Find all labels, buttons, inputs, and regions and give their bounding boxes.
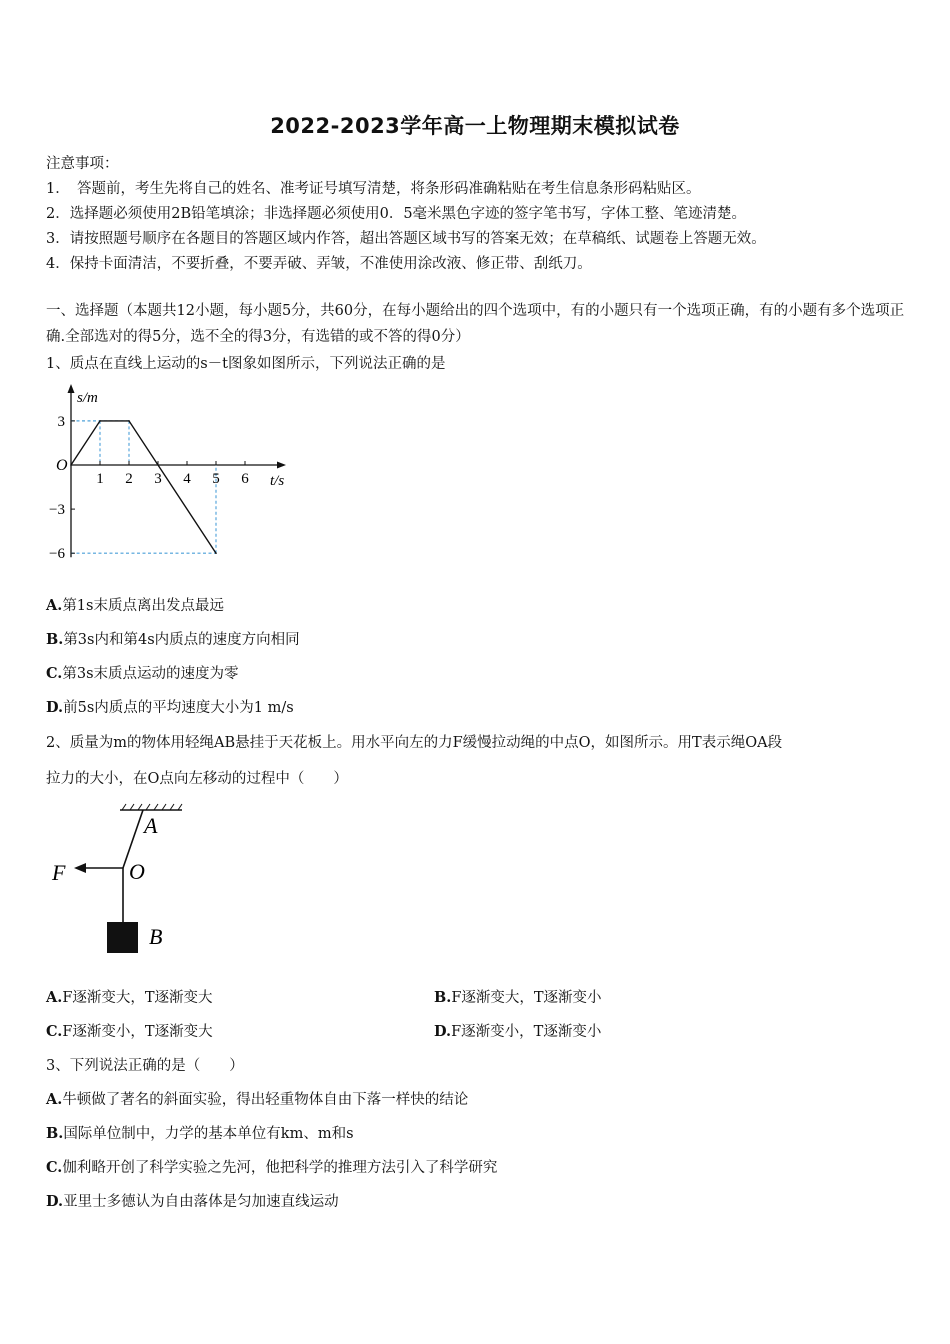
- y-axis-arrow: [68, 384, 75, 393]
- q1-option-d-letter: D.: [46, 699, 64, 716]
- q3-option-b-letter: B.: [46, 1125, 64, 1142]
- y-tick-label-3: −6: [49, 546, 65, 563]
- q3-option-b: [46, 1122, 354, 1143]
- label-o: O: [129, 859, 145, 884]
- q3-option-d-text: 亚里士多德认为自由落体是匀加速直线运动: [63, 1194, 339, 1210]
- data-point-2: [99, 420, 101, 422]
- notice-item-1: 1． 答题前，考生先将自己的姓名、准考证号填写清楚，将条形码准确粘贴在考生信息条形码粘贴区。: [46, 181, 701, 197]
- q2-option-a-letter: A.: [46, 989, 63, 1006]
- notice-item-4: 4．保持卡面清洁，不要折叠，不要弄破、弄皱，不准使用涂改液、修正带、刮纸刀。: [46, 256, 592, 272]
- q3-option-c-letter: C.: [46, 1159, 63, 1176]
- q1-option-a-text: 第1s末质点离出发点最远: [62, 598, 224, 614]
- q2-option-c-text: F逐渐变小，T逐渐变大: [62, 1024, 213, 1040]
- ceiling-hatch: [122, 804, 182, 810]
- q2-option-c: [46, 1020, 213, 1041]
- q1-option-a: [46, 594, 224, 615]
- q3-option-a-text: 牛顿做了著名的斜面实验，得出轻重物体自由下落一样快的结论: [62, 1092, 469, 1108]
- y-tick-label-1: 3: [57, 413, 65, 430]
- label-a: A: [144, 813, 158, 838]
- q1-option-d: [46, 696, 294, 717]
- q3-option-d-letter: D.: [46, 1193, 64, 1210]
- q1-option-b-letter: B.: [46, 631, 64, 648]
- mass-block: [107, 922, 138, 953]
- y-tick-label-2: −3: [49, 502, 65, 519]
- q1-option-b: [46, 628, 300, 649]
- rope-figure: [46, 798, 196, 963]
- x-tick-label-1: 1: [96, 471, 104, 487]
- origin-label: O: [56, 457, 68, 474]
- y-axis-label: s/m: [77, 390, 98, 406]
- x-tick-label-4: 4: [183, 471, 191, 487]
- q2-option-d-letter: D.: [434, 1023, 452, 1040]
- section-heading: 一、选择题（本题共12小题，每小题5分，共60分，在每小题给出的四个选项中，有的小题只有一个选项正确，有的小题有多个选项正确.全部选对的得5分，选不全的得3分，有选错的或不答的得0分）: [46, 303, 905, 345]
- q2-stem-line-1: 2、质量为m的物体用轻绳AB悬挂于天花板上。用水平向左的力F缓慢拉动绳的中点O，如图所示。用T表示绳OA段: [46, 735, 783, 751]
- x-tick-label-6: 6: [241, 471, 249, 487]
- q1-option-b-text: 第3s内和第4s内质点的速度方向相同: [63, 632, 300, 648]
- label-f: F: [52, 860, 66, 885]
- q2-option-c-letter: C.: [46, 1023, 63, 1040]
- q2-option-b-text: F逐渐变大，T逐渐变小: [451, 990, 602, 1006]
- q2-stem-line-2: 拉力的大小，在O点向左移动的过程中（ ）: [46, 771, 348, 787]
- q1-stem: 1、质点在直线上运动的s－t图象如图所示，下列说法正确的是: [46, 356, 446, 372]
- q2-option-a-text: F逐渐变大，T逐渐变大: [62, 990, 213, 1006]
- q1-option-c: [46, 662, 239, 683]
- q2-option-b: [434, 986, 602, 1007]
- q3-stem: 3、下列说法正确的是（ ）: [46, 1058, 244, 1074]
- label-b: B: [149, 924, 163, 949]
- x-axis-arrow: [277, 462, 286, 469]
- data-point-1: [70, 464, 72, 466]
- q3-option-a: [46, 1088, 468, 1109]
- q3-option-c: [46, 1156, 497, 1177]
- x-tick-label-5: 5: [212, 471, 220, 487]
- q1-option-d-text: 前5s内质点的平均速度大小为1 m/s: [63, 700, 294, 716]
- notice-item-2: 2．选择题必须使用2B铅笔填涂；非选择题必须使用0．5毫米黑色字迹的签字笔书写，字体工整、笔迹清楚。: [46, 206, 747, 222]
- notice-item-3: 3．请按照题号顺序在各题目的答题区域内作答，超出答题区域书写的答案无效；在草稿纸、试题卷上答题无效。: [46, 231, 766, 247]
- x-axis-label: t/s: [270, 473, 285, 489]
- st-graph: [40, 380, 310, 570]
- q1-option-c-text: 第3s末质点运动的速度为零: [62, 666, 239, 682]
- q3-option-c-text: 伽利略开创了科学实验之先河，他把科学的推理方法引入了科学研究: [62, 1160, 498, 1176]
- q2-option-d-text: F逐渐变小，T逐渐变小: [451, 1024, 602, 1040]
- data-point-3: [128, 420, 130, 422]
- q2-option-d: [434, 1020, 601, 1041]
- q2-option-b-letter: B.: [434, 989, 452, 1006]
- q3-option-d: [46, 1190, 339, 1211]
- x-tick-label-2: 2: [125, 471, 133, 487]
- series-line: [71, 421, 216, 553]
- force-arrowhead: [74, 863, 86, 873]
- data-point-4: [215, 552, 217, 554]
- notice-heading: 注意事项：: [46, 156, 119, 172]
- q1-option-c-letter: C.: [46, 665, 63, 682]
- page-title: 2022-2023学年高一上物理期末模拟试卷: [270, 114, 680, 138]
- q2-option-a: [46, 986, 213, 1007]
- x-tick-label-3: 3: [154, 471, 162, 487]
- q1-option-a-letter: A.: [46, 597, 63, 614]
- q3-option-b-text: 国际单位制中，力学的基本单位有km、m和s: [63, 1126, 354, 1142]
- q3-option-a-letter: A.: [46, 1091, 63, 1108]
